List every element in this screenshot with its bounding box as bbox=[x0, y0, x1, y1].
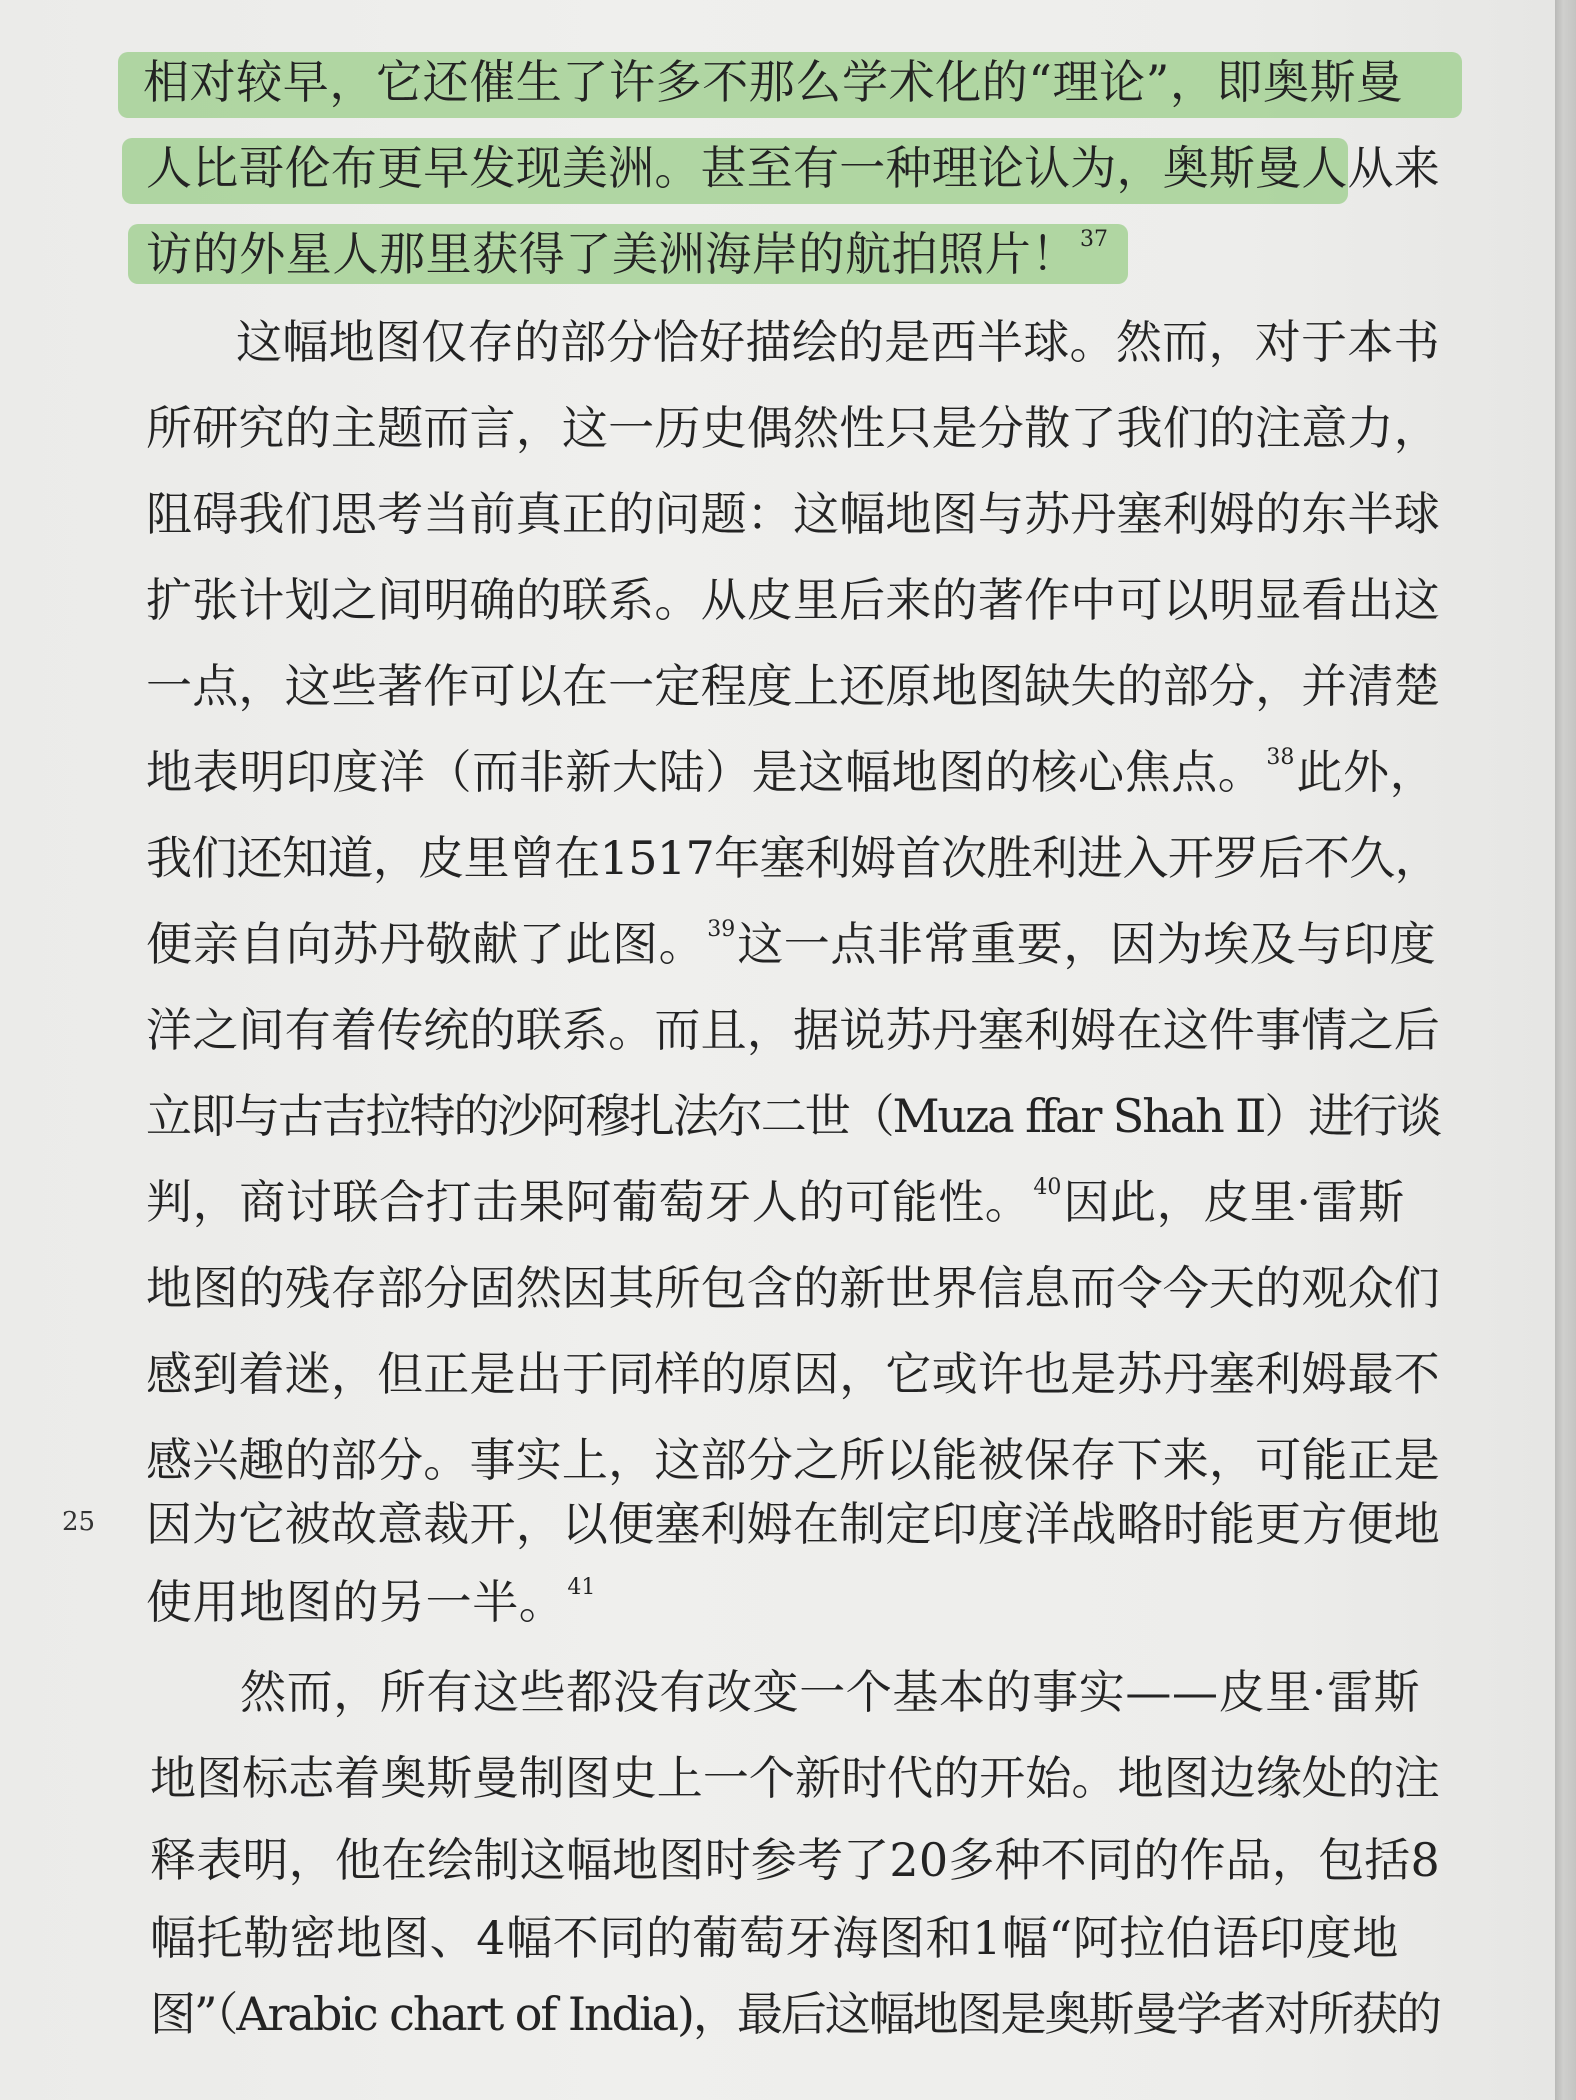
line-text bbox=[240, 1650, 1420, 1734]
line-text bbox=[146, 472, 1440, 556]
line-content-after-note: 这一点非常重要，因为埃及与印度 bbox=[737, 917, 1437, 971]
text-line bbox=[0, 558, 1555, 642]
line-content: 便亲自向苏丹敬献了此图。 bbox=[146, 917, 706, 971]
text-line bbox=[0, 1160, 1555, 1244]
text-line bbox=[0, 1246, 1555, 1330]
line-content: 然而，所有这些都没有改变一个基本的事实——皮里·雷斯 bbox=[240, 1665, 1421, 1719]
text-line bbox=[0, 472, 1555, 556]
line-content: 地图标志着奥斯曼制图史上一个新时代的开始。地图边缘处的注 bbox=[150, 1751, 1440, 1805]
text-line bbox=[0, 1818, 1555, 1902]
page-number: 25 bbox=[62, 1507, 96, 1537]
line-text bbox=[146, 212, 1110, 296]
line-text bbox=[143, 40, 1403, 124]
line-content: 扩张计划之间明确的联系。从皮里后来的著作中可以明显看出这 bbox=[146, 573, 1440, 627]
text-line bbox=[0, 386, 1555, 470]
text-line bbox=[0, 1650, 1555, 1734]
line-content: 地表明印度洋（而非新大陆）是这幅地图的核心焦点。 bbox=[146, 745, 1265, 799]
line-content: 使用地图的另一半。 bbox=[146, 1575, 566, 1629]
line-text bbox=[146, 558, 1440, 642]
text-line bbox=[0, 40, 1555, 124]
line-content: 洋之间有着传统的联系。而且，据说苏丹塞利姆在这件事情之后 bbox=[146, 1003, 1440, 1057]
line-content: 地图的残存部分固然因其所包含的新世界信息而令今天的观众们 bbox=[146, 1261, 1440, 1315]
line-text bbox=[150, 1818, 1440, 1902]
text-line bbox=[0, 902, 1555, 986]
line-text bbox=[146, 1332, 1440, 1416]
line-content: 我们还知道，皮里曾在1517年塞利姆首次胜利进入开罗后不久， bbox=[146, 831, 1440, 885]
footnote-marker: 41 bbox=[567, 1575, 596, 1600]
text-line bbox=[0, 1736, 1555, 1820]
line-text bbox=[146, 816, 1440, 900]
line-text bbox=[150, 1736, 1440, 1820]
text-line bbox=[0, 1972, 1555, 2056]
line-text bbox=[146, 1074, 1440, 1158]
line-text bbox=[146, 902, 1436, 986]
text-line bbox=[0, 1074, 1555, 1158]
line-content: 幅托勒密地图、4幅不同的葡萄牙海图和1幅“阿拉伯语印度地 bbox=[150, 1911, 1399, 1965]
line-text bbox=[146, 386, 1440, 470]
line-content: 一点，这些著作可以在一定程度上还原地图缺失的部分，并清楚 bbox=[146, 659, 1440, 713]
text-line bbox=[0, 730, 1555, 814]
text-line bbox=[0, 644, 1555, 728]
line-content: 所研究的主题而言，这一历史偶然性只是分散了我们的注意力， bbox=[146, 401, 1440, 455]
text-line bbox=[0, 126, 1555, 210]
line-text bbox=[146, 1482, 1440, 1566]
line-content: 判，商讨联合打击果阿葡萄牙人的可能性。 bbox=[146, 1175, 1032, 1229]
footnote-marker: 37 bbox=[1080, 227, 1108, 252]
line-content: 立即与古吉拉特的沙阿穆扎法尔二世（Muza ffar Shah Ⅱ）进行谈 bbox=[146, 1089, 1440, 1143]
line-text bbox=[146, 730, 1436, 814]
line-text bbox=[146, 988, 1440, 1072]
line-text bbox=[146, 644, 1440, 728]
text-line bbox=[0, 1896, 1555, 1980]
line-text bbox=[146, 1560, 597, 1644]
footnote-marker: 39 bbox=[707, 917, 736, 942]
line-content: 因为它被故意裁开，以便塞利姆在制定印度洋战略时能更方便地 bbox=[146, 1497, 1440, 1551]
text-line bbox=[0, 988, 1555, 1072]
line-content: 人比哥伦布更早发现美洲。甚至有一种理论认为，奥斯曼人从来 bbox=[146, 141, 1440, 195]
line-content: 感到着迷，但正是出于同样的原因，它或许也是苏丹塞利姆最不 bbox=[146, 1347, 1440, 1401]
footnote-marker: 38 bbox=[1266, 745, 1295, 770]
line-text bbox=[236, 300, 1440, 384]
text-line bbox=[0, 1560, 1555, 1644]
line-text bbox=[146, 1160, 1405, 1244]
line-content: 阻碍我们思考当前真正的问题：这幅地图与苏丹塞利姆的东半球 bbox=[146, 487, 1440, 541]
text-line bbox=[0, 300, 1555, 384]
line-content: 这幅地图仅存的部分恰好描绘的是西半球。然而，对于本书 bbox=[236, 315, 1440, 369]
text-line bbox=[0, 212, 1555, 296]
line-content: 访的外星人那里获得了美洲海岸的航拍照片！ bbox=[146, 227, 1078, 281]
footnote-marker: 40 bbox=[1033, 1175, 1062, 1200]
line-text bbox=[146, 1246, 1440, 1330]
line-content: 感兴趣的部分。事实上，这部分之所以能被保存下来，可能正是 bbox=[146, 1433, 1440, 1487]
line-text bbox=[150, 1896, 1399, 1980]
text-line bbox=[0, 1332, 1555, 1416]
text-line bbox=[0, 1482, 1555, 1566]
line-content-after-note: 此外， bbox=[1296, 745, 1437, 799]
line-content: 图”（Arabic chart of India)，最后这幅地图是奥斯曼学者对所获的 bbox=[150, 1987, 1440, 2041]
line-content: 相对较早，它还催生了许多不那么学术化的“理论”，即奥斯曼 bbox=[143, 55, 1403, 109]
line-content: 释表明，他在绘制这幅地图时参考了20多种不同的作品，包括8 bbox=[150, 1833, 1440, 1887]
line-text bbox=[146, 126, 1440, 210]
page-edge bbox=[1555, 0, 1576, 2100]
line-text bbox=[150, 1972, 1440, 2056]
text-line bbox=[0, 816, 1555, 900]
line-content-after-note: 因此，皮里·雷斯 bbox=[1063, 1175, 1405, 1229]
